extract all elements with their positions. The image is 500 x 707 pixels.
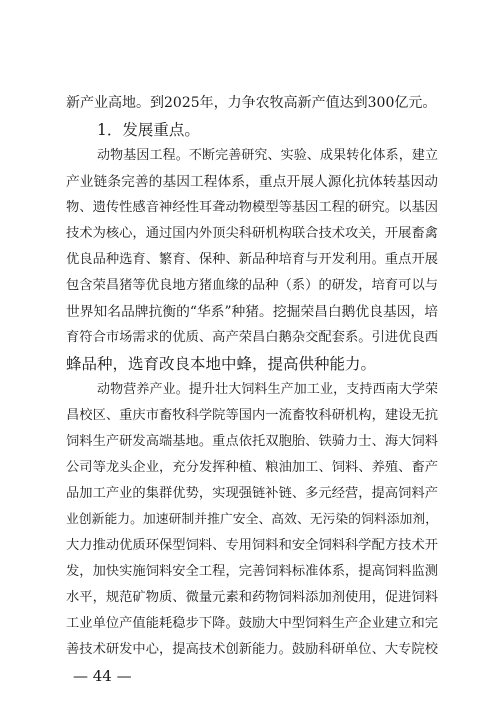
text-line: 大力推动优质环保型饲料、专用饲料和安全饲料科学配方技术开 (66, 538, 438, 553)
text-line: 动物营养产业。提升壮大饲料生产加工业，支持西南大学荣 (97, 382, 438, 397)
text-line: 工业单位产值能耗稳步下降。鼓励大中型饲料生产企业建立和完 (66, 616, 438, 631)
page-number: — 44 — (73, 667, 132, 685)
text-line: 新产业高地。到2025年，力争农牧高新产值达到300亿元。 (66, 95, 437, 111)
text-line: 物、遗传性感音神经性耳聋动物模型等基因工程的研究。以基因 (66, 200, 438, 215)
text-line: 技术为核心，通过国内外顶尖科研机构联合技术攻关，开展畜禽 (66, 226, 438, 241)
text-line: 公司等龙头企业，充分发挥种植、粮油加工、饲料、养殖、畜产 (66, 460, 438, 475)
text-line: 育符合市场需求的优质、高产荣昌白鹅杂交配套系。引进优良西 (66, 330, 438, 345)
section-heading: 1．发展重点。 (97, 121, 200, 139)
text-line: 动物基因工程。不断完善研究、实验、成果转化体系，建立 (97, 148, 438, 163)
text-line: 水平，规范矿物质、微量元素和药物饲料添加剂使用，促进饲料 (66, 590, 438, 605)
text-line: 昌校区、重庆市畜牧科学院等国内一流畜牧科研机构，建设无抗 (66, 408, 438, 423)
text-line: 品加工产业的集群优势，实现强链补链、多元经营，提高饲料产 (66, 486, 438, 501)
text-line: 世界知名品牌抗衡的“华系”种猪。挖掘荣昌白鹅优良基因，培 (66, 304, 438, 320)
text-line: 饲料生产研发高端基地。重点依托双胞胎、铁骑力士、海大饲料 (66, 434, 438, 449)
text-line: 业创新能力。加速研制并推广安全、高效、无污染的饲料添加剂， (66, 512, 438, 527)
text-line: 优良品种选育、繁育、保种、新品种培育与开发利用。重点开展 (66, 252, 438, 267)
text-line: 包含荣昌猪等优良地方猪血缘的品种（系）的研发，培育可以与 (66, 278, 438, 293)
text-line: 蜂品种，选育改良本地中蜂，提高供种能力。 (66, 355, 377, 373)
text-line: 善技术研发中心，提高技术创新能力。鼓励科研单位、大专院校 (66, 642, 438, 657)
text-line: 产业链条完善的基因工程体系，重点开展人源化抗体转基因动 (66, 174, 438, 190)
text-line: 发，加快实施饲料安全工程，完善饲料标准体系，提高饲料监测 (66, 564, 438, 579)
